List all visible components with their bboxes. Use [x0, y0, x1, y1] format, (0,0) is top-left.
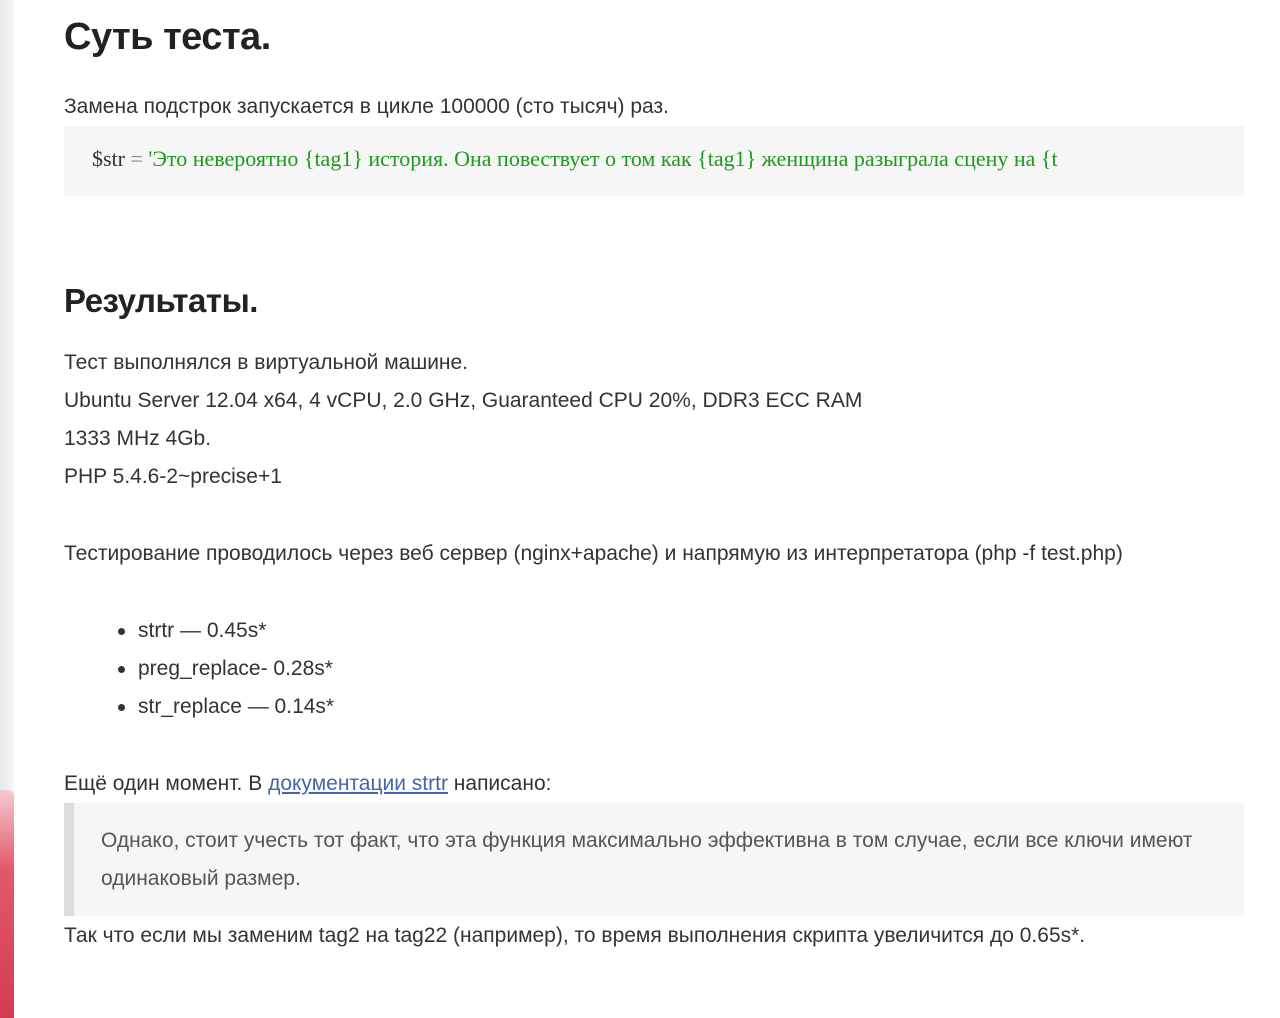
- intro-text: Замена подстрок запускается в цикле 100000 (сто тысяч) раз.: [64, 95, 669, 118]
- result-strtr: strtr — 0.45s*: [138, 619, 267, 642]
- list-item: [64, 650, 334, 688]
- blockquote: [64, 803, 1244, 916]
- strtr-documentation-link[interactable]: документации strtr: [268, 772, 448, 795]
- list-item: [64, 688, 334, 726]
- list-item: [64, 612, 334, 650]
- environment-description: [64, 344, 862, 496]
- section-title-test-essence: Суть теста.: [64, 16, 271, 58]
- quote-text: Однако, стоит учесть тот факт, что эта функция максимально эффективна в том случае, если все ключи имеют одинаковый размер.: [101, 829, 1193, 890]
- env-line-memory: 1333 MHz 4Gb.: [64, 427, 212, 450]
- section-title-results: Результаты.: [64, 282, 258, 319]
- code-string: 'Это невероятно {tag1} история. Она повествует о том как {tag1} женщина разыграла сцену на {t: [148, 146, 1058, 171]
- result-preg-replace: preg_replace- 0.28s*: [138, 657, 333, 680]
- bullet-icon: [118, 666, 125, 673]
- bullet-icon: [118, 628, 125, 635]
- moment-after: написано:: [447, 772, 552, 795]
- env-line-server: Ubuntu Server 12.04 x64, 4 vCPU, 2.0 GHz, Guaranteed CPU 20%, DDR3 ECC RAM: [64, 389, 863, 412]
- conclusion-text: Так что если мы заменим tag2 на tag22 (например), то время выполнения скрипта увеличится до 0.65s*.: [64, 924, 1086, 947]
- code-variable: $str: [92, 146, 125, 171]
- code-block[interactable]: [64, 126, 1244, 196]
- code-operator: =: [125, 146, 149, 171]
- code-line: [92, 144, 1058, 174]
- results-list: [64, 612, 334, 726]
- bullet-icon: [118, 704, 125, 711]
- left-edge-accent: [0, 790, 14, 1018]
- result-str-replace: str_replace — 0.14s*: [138, 695, 335, 718]
- env-line-vm: Тест выполнялся в виртуальной машине.: [64, 351, 469, 374]
- moment-text: [64, 765, 551, 803]
- env-line-php: PHP 5.4.6-2~precise+1: [64, 465, 282, 488]
- moment-before: Ещё один момент. В: [64, 772, 269, 795]
- testing-method-text: Тестирование проводилось через веб сервер (nginx+apache) и напрямую из интерпретатора (php -f test.php): [64, 542, 1123, 565]
